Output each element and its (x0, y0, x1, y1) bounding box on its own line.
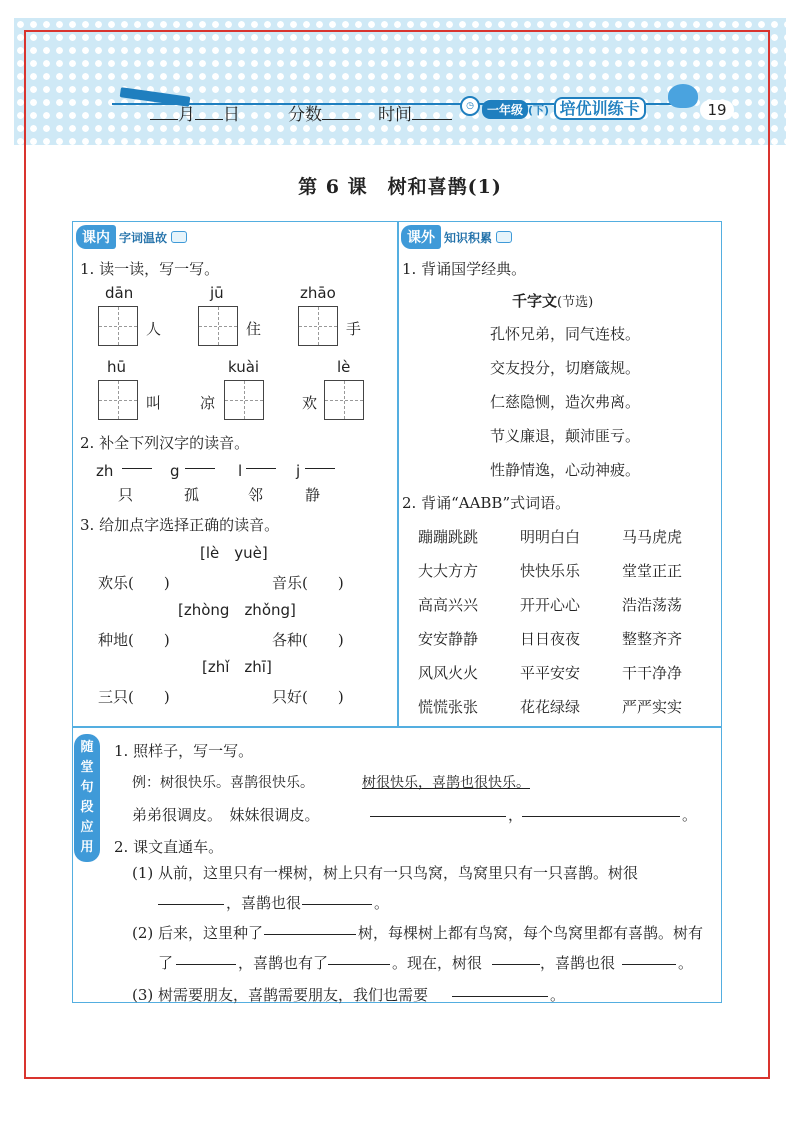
sentence-practice-tag: 随 堂 句 段 应 用 (74, 734, 100, 862)
passage-2-cont: 。现在，树很 (392, 954, 483, 972)
hanzi: 静 (305, 486, 321, 504)
answer-blank[interactable] (370, 816, 506, 817)
choice-item[interactable]: 各种( ) (272, 631, 344, 649)
extracurricular-tag: 课外 知识积累 (401, 225, 512, 249)
choice-item[interactable]: 种地( ) (98, 631, 170, 649)
period: 。 (682, 806, 698, 824)
pinyin: dān (105, 284, 134, 302)
bottom-q2: 2. 课文直通车。 (114, 838, 224, 856)
aabb-word: 日日夜夜 (520, 630, 581, 648)
hanzi: 凉 (200, 394, 216, 412)
poem-line: 交友投分，切磨箴规。 (490, 359, 641, 377)
initial: zh (96, 462, 114, 480)
writing-grid[interactable] (198, 306, 238, 346)
aabb-word: 高高兴兴 (418, 596, 479, 614)
answer-blank[interactable] (622, 964, 676, 965)
aabb-word: 马马虎虎 (622, 528, 683, 546)
aabb-word: 花花绿绿 (520, 698, 581, 716)
passage-3: (3) 树需要朋友，喜鹊需要朋友，我们也需要 (132, 986, 429, 1004)
date-field[interactable]: 月 日 (150, 100, 240, 125)
comma: ， (508, 806, 524, 824)
pinyin: hū (107, 358, 127, 376)
aabb-word: 严严实实 (622, 698, 683, 716)
answer-blank[interactable] (492, 964, 540, 965)
period: 。 (550, 986, 566, 1004)
writing-grid[interactable] (224, 380, 264, 420)
answer-blank[interactable] (158, 904, 224, 905)
example-label: 例：树很快乐。喜鹊很快乐。 (132, 775, 314, 791)
aabb-word: 慌慌张张 (418, 698, 479, 716)
period: 。 (374, 894, 390, 912)
choice-item[interactable]: 音乐( ) (272, 574, 344, 592)
lesson-title: 第 6 课 树和喜鹊(1) (298, 176, 502, 198)
pinyin-options: [zhòng zhǒng] (178, 601, 296, 619)
hanzi: 只 (118, 486, 134, 504)
pinyin: jū (210, 284, 224, 302)
passage-1: (1) 从前，这里只有一棵树，树上只有一只鸟窝，鸟窝里只有一只喜鹊。树很 (132, 864, 639, 882)
poem-line: 仁慈隐恻，造次弗离。 (490, 393, 641, 411)
writing-grid[interactable] (298, 306, 338, 346)
mascot-icon (668, 84, 698, 108)
pinyin: lè (337, 358, 351, 376)
hanzi: 欢 (302, 394, 318, 412)
hanzi: 叫 (146, 394, 162, 412)
hanzi: 住 (246, 320, 262, 338)
passage-2-cont: ，喜鹊也很 (540, 954, 616, 972)
aabb-word: 浩浩荡荡 (622, 596, 683, 614)
book-icon (496, 231, 512, 243)
clock-icon: ◷ (460, 96, 480, 116)
right-q1: 1. 背诵国学经典。 (402, 260, 527, 278)
answer-blank[interactable] (185, 468, 215, 469)
aabb-word: 干干净净 (622, 664, 683, 682)
task-sentences: 弟弟很调皮。 妹妹很调皮。 (132, 806, 320, 824)
pinyin-options: [zhǐ zhī] (202, 658, 272, 676)
answer-blank[interactable] (176, 964, 236, 965)
writing-grid[interactable] (324, 380, 364, 420)
left-q1: 1. 读一读，写一写。 (80, 260, 220, 278)
page-number: 19 (700, 100, 734, 120)
pinyin: zhāo (300, 284, 336, 302)
answer-blank[interactable] (264, 934, 356, 935)
poem-line: 节义廉退，颠沛匪亏。 (490, 427, 641, 445)
passage-2-cont: 了 (158, 954, 174, 972)
hanzi: 孤 (184, 486, 200, 504)
left-q2: 2. 补全下列汉字的读音。 (80, 434, 250, 452)
passage-1-cont: ，喜鹊也很 (226, 894, 302, 912)
answer-blank[interactable] (305, 468, 335, 469)
aabb-word: 风风火火 (418, 664, 479, 682)
choice-item[interactable]: 只好( ) (272, 688, 344, 706)
pinyin-options: [lè yuè] (200, 544, 268, 562)
writing-grid[interactable] (98, 380, 138, 420)
left-q3: 3. 给加点字选择正确的读音。 (80, 516, 280, 534)
aabb-word: 堂堂正正 (622, 562, 683, 580)
hanzi: 手 (346, 320, 362, 338)
aabb-word: 明明白白 (520, 528, 581, 546)
choice-item[interactable]: 欢乐( ) (98, 574, 170, 592)
poem-line: 孔怀兄弟，同气连枝。 (490, 325, 641, 343)
aabb-word: 大大方方 (418, 562, 479, 580)
book-icon (171, 231, 187, 243)
brand-label: 一年级 (下) 培优训练卡 (482, 96, 646, 119)
answer-blank[interactable] (328, 964, 390, 965)
pinyin: kuài (228, 358, 260, 376)
initial: j (296, 462, 301, 480)
aabb-word: 蹦蹦跳跳 (418, 528, 479, 546)
passage-2: (2) 后来，这里种了 (132, 924, 264, 942)
initial: l (238, 462, 243, 480)
aabb-word: 平平安安 (520, 664, 581, 682)
choice-item[interactable]: 三只( ) (98, 688, 170, 706)
column-divider (397, 221, 399, 727)
score-field[interactable]: 分数 (288, 100, 360, 125)
passage-2-cont: ，喜鹊也有了 (238, 954, 329, 972)
hanzi: 人 (146, 320, 162, 338)
answer-blank[interactable] (522, 816, 680, 817)
period: 。 (678, 954, 694, 972)
answer-blank[interactable] (246, 468, 276, 469)
time-field[interactable]: 时间 (378, 100, 452, 125)
poem-title: 千字文(节选) (512, 292, 594, 310)
aabb-word: 快快乐乐 (520, 562, 581, 580)
bottom-q1: 1. 照样子，写一写。 (114, 742, 254, 760)
poem-line: 性静情逸，心动神疲。 (490, 461, 641, 479)
passage-2-cont: 树，每棵树上都有鸟窝，每个鸟窝里都有喜鹊。树有 (358, 924, 704, 942)
in-class-tag: 课内 字词温故 (76, 225, 187, 249)
aabb-word: 整整齐齐 (622, 630, 683, 648)
aabb-word: 安安静静 (418, 630, 479, 648)
aabb-word: 开开心心 (520, 596, 581, 614)
initial: g (170, 462, 180, 480)
hanzi: 邻 (248, 486, 264, 504)
writing-grid[interactable] (98, 306, 138, 346)
answer-blank[interactable] (302, 904, 372, 905)
answer-blank[interactable] (122, 468, 152, 469)
right-q2: 2. 背诵“AABB”式词语。 (402, 494, 571, 512)
answer-blank[interactable] (452, 996, 548, 997)
example-answer: 树很快乐，喜鹊也很快乐。 (362, 775, 530, 791)
